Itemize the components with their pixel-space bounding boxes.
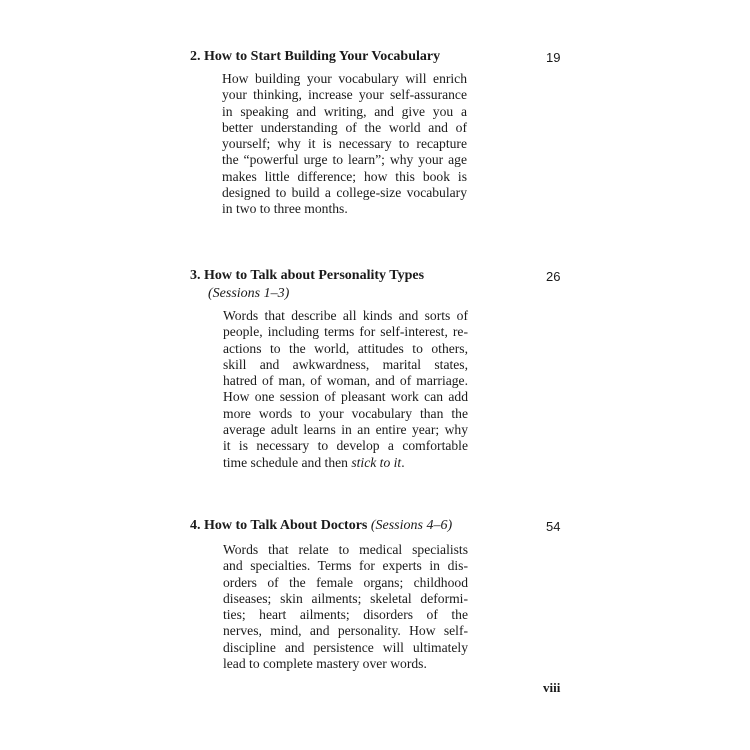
description-line: average adult learns in an entire year; why: [223, 422, 468, 438]
entry-title: 2. How to Start Building Your Vocabulary: [190, 49, 441, 64]
entry-page-number: 54: [546, 519, 561, 534]
entry-page-number: 19: [546, 50, 561, 65]
line-text: time schedule and then: [223, 454, 352, 470]
description-line: Words that relate to medical specialists: [223, 542, 468, 557]
description-line: skill and awkwardness, marital states,: [223, 356, 468, 372]
description-line: in two to three months.: [222, 201, 348, 217]
description-line: hatred of man, of woman, and of marriage.: [223, 373, 468, 389]
page-folio: viii: [543, 680, 561, 695]
emphasis-text: stick to it: [351, 454, 402, 470]
description-line: orders of the female organs; childhood: [223, 574, 468, 590]
entry-description: [223, 542, 468, 672]
entry-title: 3. How to Talk about Personality Types: [190, 268, 425, 283]
description-line: more words to your vocabulary than the: [223, 405, 468, 421]
entry-description: [222, 71, 467, 218]
description-line: discipline and persistence will ultimately: [223, 639, 468, 655]
description-line: yourself; why it is necessary to recapture: [222, 136, 467, 152]
description-line: Words that describe all kinds and sorts of: [223, 308, 468, 323]
entry-page-number: 26: [546, 269, 561, 284]
description-line: in speaking and writing, and give you a: [222, 103, 467, 119]
description-line: lead to complete mastery over words.: [223, 656, 427, 672]
entry-sessions: (Sessions 4–6): [370, 518, 453, 533]
description-line: How one session of pleasant work can add: [223, 389, 468, 405]
entry-title: 4. How to Talk About Doctors: [190, 518, 371, 533]
description-line: and specialties. Terms for experts in dis-: [223, 558, 468, 574]
description-line: nerves, mind, and personality. How self-: [223, 623, 468, 639]
entry-description: [223, 308, 468, 471]
description-line: actions to the world, attitudes to others,: [223, 340, 468, 356]
description-line: your thinking, increase your self-assurance: [222, 87, 467, 103]
description-line: How building your vocabulary will enrich: [222, 71, 467, 86]
description-line: [223, 455, 468, 471]
description-line: makes little difference; how this book is: [222, 168, 467, 184]
entry-title-line: [190, 518, 452, 534]
description-line: diseases; skin ailments; skeletal deformi-: [223, 590, 468, 606]
description-line: the “powerful urge to learn”; why your age: [222, 152, 467, 168]
description-line: designed to build a college-size vocabulary: [222, 185, 467, 201]
description-line: people, including terms for self-interest, re-: [223, 324, 468, 340]
entry-sessions: (Sessions 1–3): [208, 286, 290, 301]
line-end: .: [401, 454, 405, 470]
description-line: it is necessary to develop a comfortable: [223, 438, 468, 454]
description-line: ties; heart ailments; disorders of the: [223, 607, 468, 623]
description-line: better understanding of the world and of: [222, 119, 467, 135]
